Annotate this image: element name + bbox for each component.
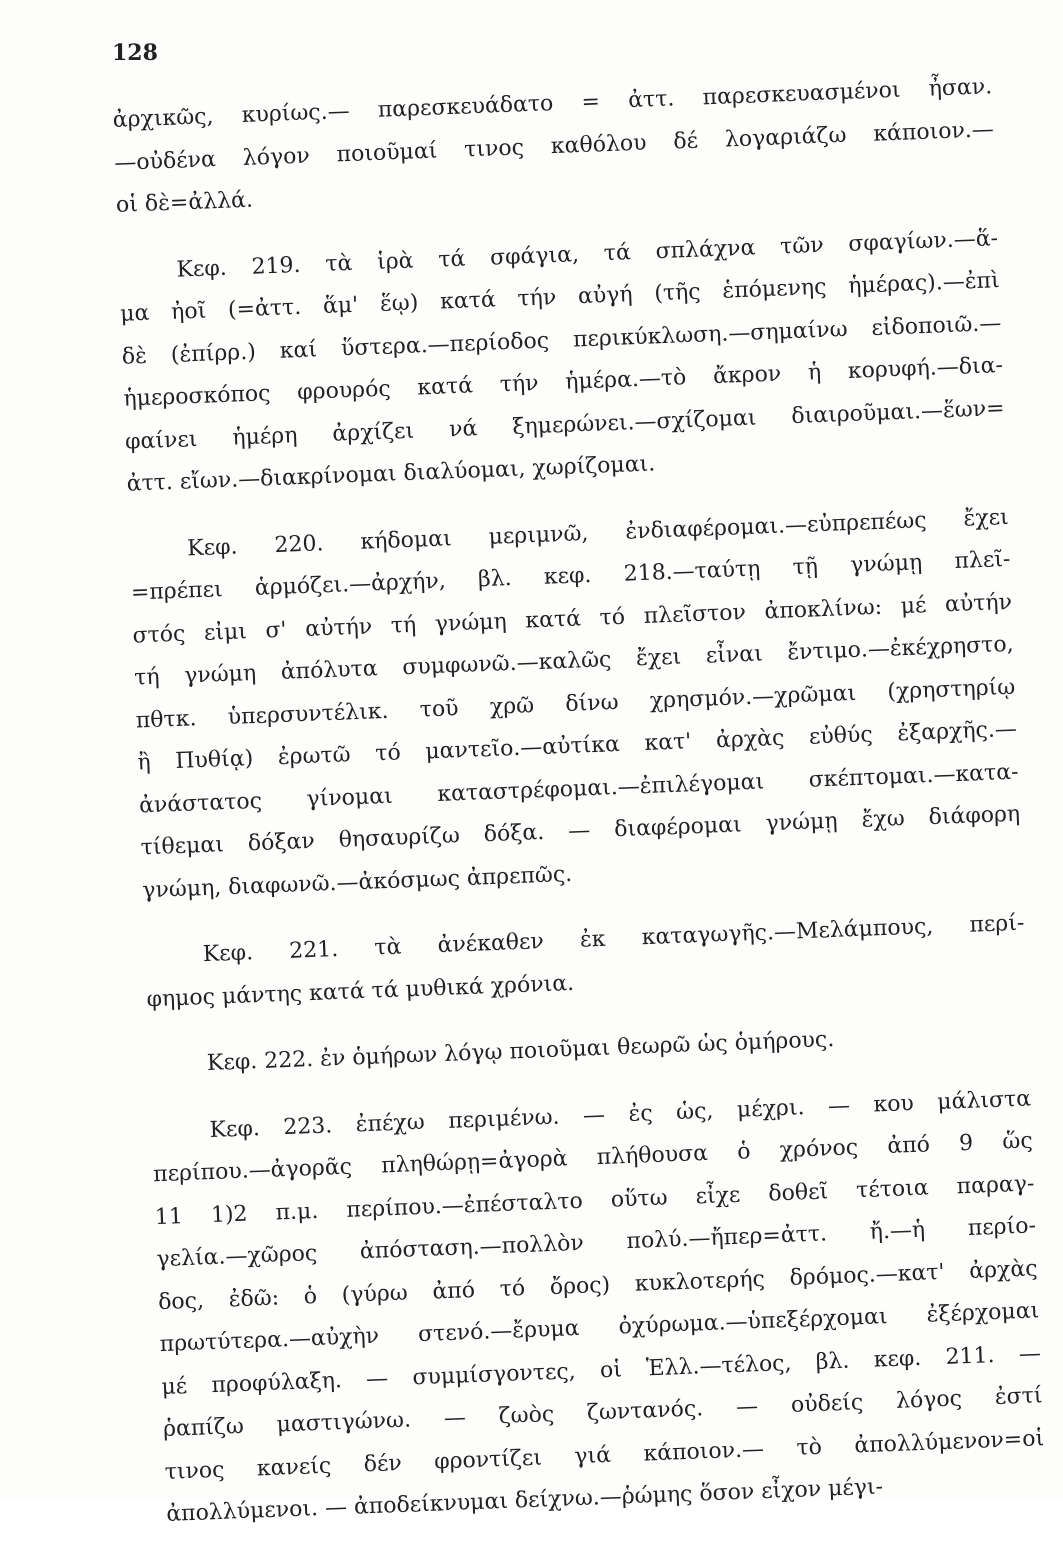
text-line: —οὐδένα λόγον ποιοῦμαί τινος καθόλου δέ λογαριάζω κάποιον.— (113, 116, 995, 176)
text-line: φημος μάντης κατά τά μυθικά χρόνια. (146, 970, 575, 1012)
text-line: Κεφ. 220. κήδομαι μεριμνῶ, ἐνδιαφέρομαι.—εὐπρεπέως ἔχει (186, 504, 1010, 561)
paragraph (151, 1078, 1047, 1536)
text-line: τή γνώμη ἀπόλυτα συμφωνῶ.—καλῶς ἔχει εἶναι ἔντιμο.—ἐκέχρηστο, (133, 631, 1015, 691)
page-number: 128 (112, 40, 158, 66)
text-line: δὲ (ἐπίρρ.) καί ὕστερα.—περίοδος περικύκλωση.—σημαίνω εἰδοποιῶ.— (121, 310, 1002, 370)
text-line: τίθεμαι δόξαν θησαυρίζω δόξα. — διαφέρομαι γνώμῃ ἔχω διάφορη (140, 801, 1021, 861)
text-line: ἀπολλύμενοι. — ἀποδείκνυμαι δείχνω.—ῥώμης ὅσον εἶχον μέγι- (165, 1474, 884, 1527)
text-line: περίπου.—ἀγορᾶς πληθώρῃ=ἀγορὰ πλήθουσα ὁ χρόνος ἀπό 9 ὥς (152, 1128, 1034, 1188)
paragraph (129, 496, 1023, 912)
page-text (112, 66, 1047, 1560)
paragraph (118, 218, 1007, 507)
text-line: Κεφ. 223. ἐπέχω περιμένω. — ἐς ὡς, μέχρι. — κου μάλιστα (209, 1085, 1032, 1143)
text-line: πθτκ. ὑπερσυντέλικ. τοῦ χρῶ δίνω χρησμόν.—χρῶμαι (χρηστηρίῳ (135, 674, 1016, 734)
text-line: ἢ Πυθίᾳ) ἐρωτῶ τό μαντεῖο.—αὐτίκα κατ' ἀρχὰς εὐθύς ἐξαρχῆς.— (136, 716, 1018, 776)
text-line: τινος κανείς δέν φροντίζει γιά κάποιον.— τὸ ἀπολλύμενον=οἱ (164, 1425, 1045, 1485)
text-line: μα ἠοῖ (=ἀττ. ἅμ' ἕῳ) κατά τήν αὐγή (τῆς ἑπόμενης ἡμέρας).—ἐπὶ (119, 268, 1001, 327)
text-line: Κεφ. 222. ἐν ὁμήρων λόγῳ ποιοῦμαι θεωρῶ ὡς ὁμήρους. (206, 1026, 835, 1077)
paragraph (112, 66, 996, 227)
text-line: ἡμεροσκόπος φρουρός κατά τήν ἡμέρα.—τὸ ἄκρον ἡ κορυφή.—δια- (123, 353, 1004, 412)
text-line: στός εἰμι σ' αὐτήν τή γνώμη κατά τό πλεῖστον ἀποκλίνω: μέ αὐτήν (132, 589, 1013, 649)
paragraph (144, 903, 1027, 1022)
text-line: μέ προφύλαξη. — συμμίσγοντες, οἱ Ἑλλ.—τέλος, βλ. κεφ. 211. — (160, 1340, 1042, 1400)
paragraph (148, 1012, 1029, 1088)
text-line: Κεφ. 221. τὰ ἀνέκαθεν ἐκ καταγωγῆς.—Μελάμπους, περί- (202, 910, 1025, 968)
text-line: ἀνάστατος γίνομαι καταστρέφομαι.—ἐπιλέγομαι σκέπτομαι.—κατα- (138, 759, 1019, 818)
text-line: δος, ἐδῶ: ὁ (γύρω ἀπό τό ὄρος) κυκλοτερής δρόμος.—κατ' ἀρχὰς (157, 1255, 1039, 1315)
text-line: ἀττ. εἴων.—διακρίνομαι διαλύομαι, χωρίζομαι. (126, 451, 656, 497)
text-line: οἱ δὲ=ἀλλά. (115, 187, 254, 218)
text-line: Κεφ. 219. τὰ ἱρὰ τά σφάγια, τά σπλάχνα τῶν σφαγίων.—ἅ- (176, 225, 999, 283)
text-line: γνώμη, διαφωνῶ.—ἀκόσμως ἀπρεπῶς. (141, 861, 573, 903)
text-line: ῥαπίζω μαστιγώνω. — ζωὸς ζωντανός. — οὐδείς λόγος ἐστί (162, 1383, 1043, 1443)
text-line: 11 1)2 π.μ. περίπου.—ἐπέσταλτο οὕτω εἶχε δοθεῖ τέτοια παραγ- (154, 1170, 1035, 1230)
text-line: φαίνει ἡμέρη ἀρχίζει νά ξημερώνει.—σχίζομαι διαιροῦμαι.—ἕων= (124, 395, 1005, 455)
text-line: =πρέπει ἁρμόζει.—ἀρχήν, βλ. κεφ. 218.—ταύτῃ τῇ γνώμῃ πλεῖ- (130, 546, 1011, 606)
text-line: ἀρχικῶς, κυρίως.— παρεσκευάδατο = ἀττ. παρεσκευασμένοι ἦσαν. (112, 74, 993, 133)
text-line: πρωτύτερα.—αὐχὴν στενό.—ἔρυμα ὀχύρωμα.—ὑπεξέρχομαι ἐξέρχομαι (159, 1298, 1040, 1358)
text-line: γελία.—χῶρος ἀπόσταση.—πολλὸν πολύ.—ἤπερ=ἀττ. ἤ.—ἡ περίο- (156, 1213, 1037, 1273)
